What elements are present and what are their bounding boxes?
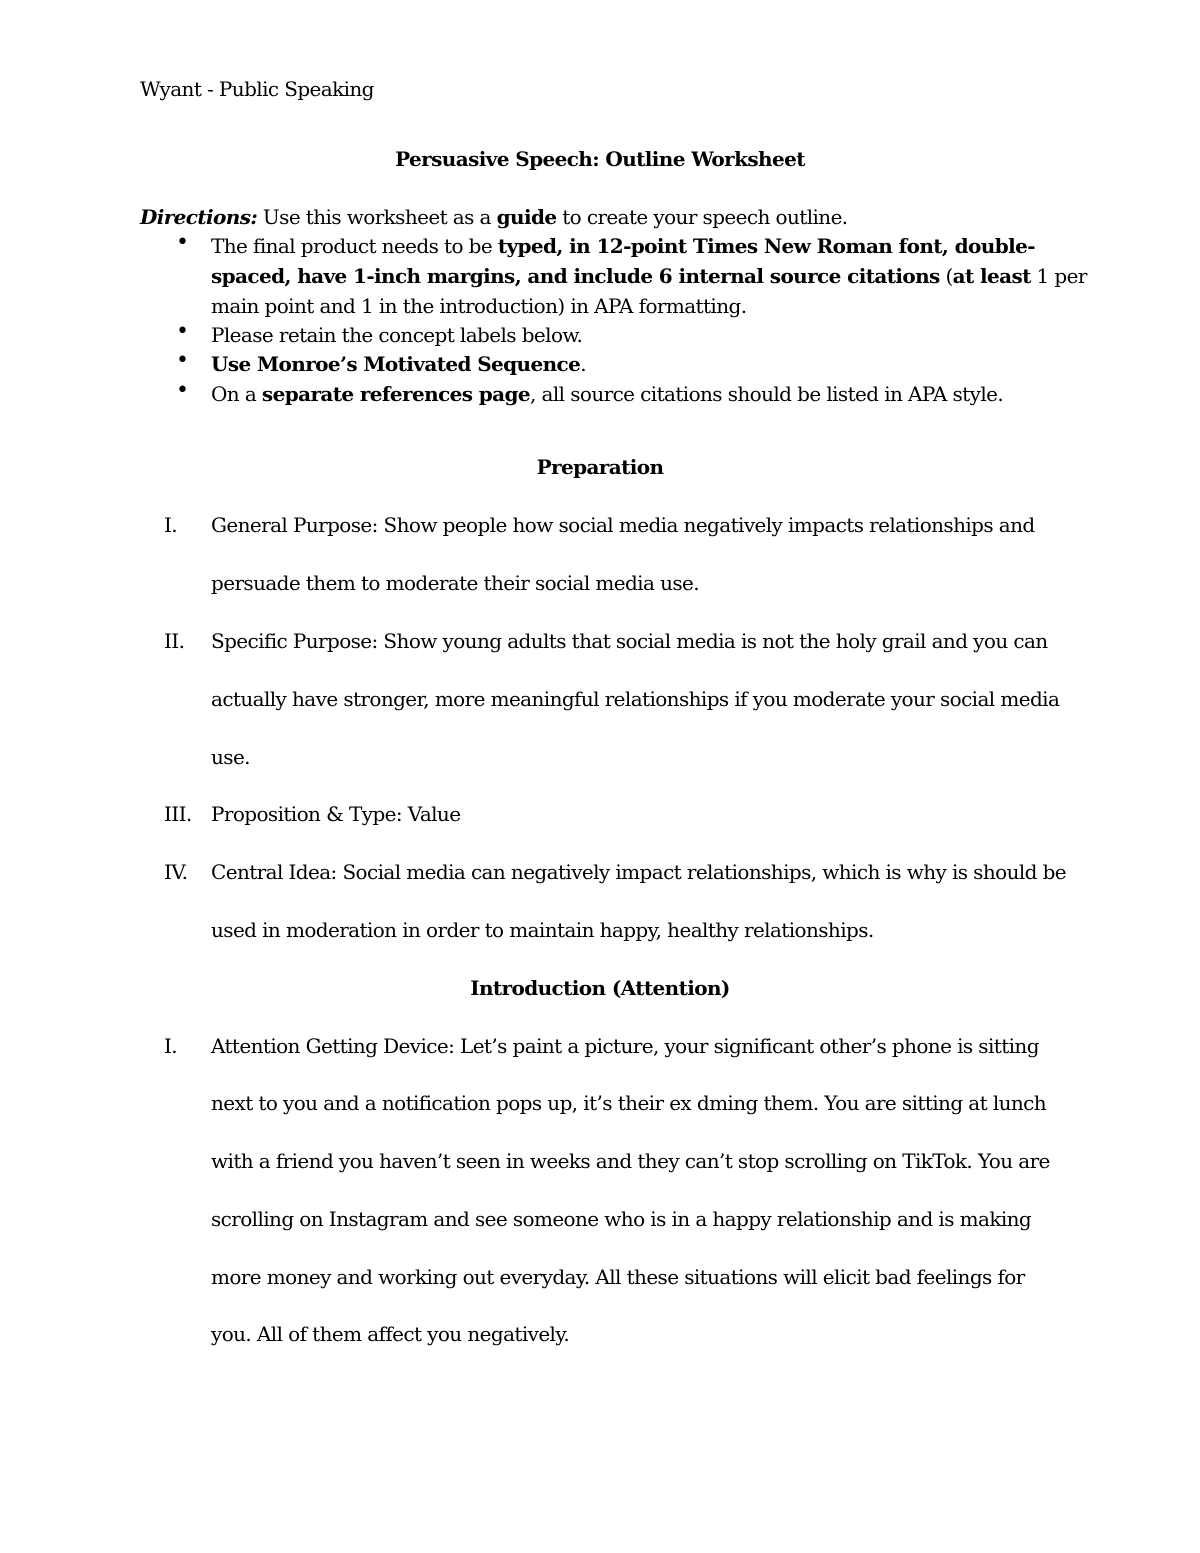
- bullet-1-at-least: at least: [952, 264, 1031, 288]
- outline-number: III.: [164, 802, 192, 826]
- directions-text-2: to create your speech outline.: [556, 205, 848, 229]
- bullet-2: Please retain the concept labels below.: [211, 323, 583, 347]
- section-heading-introduction: Introduction (Attention): [470, 976, 730, 1000]
- outline-line: General Purpose: Show people how social media negatively impacts relationships and: [211, 513, 1035, 537]
- directions-label: Directions:: [140, 205, 258, 229]
- bullet-4-text: On a: [211, 382, 262, 406]
- bullet-1-line-2: [211, 261, 1087, 291]
- bullet-1-bold-2: spaced, have 1-inch margins, and include 6 internal source citations: [211, 264, 940, 288]
- bullet-4-bold: separate references page: [261, 382, 531, 406]
- outline-line: scrolling on Instagram and see someone who is in a happy relationship and is making: [211, 1207, 1032, 1231]
- bullet-3-bold: Use Monroe’s Motivated Sequence: [211, 352, 581, 376]
- page-header: Wyant - Public Speaking: [140, 77, 374, 101]
- directions-guide: guide: [496, 205, 557, 229]
- bullet-1-paren: (: [939, 264, 953, 288]
- outline-line: next to you and a notification pops up, it’s their ex dming them. You are sitting at lunch: [211, 1091, 1047, 1115]
- outline-line: Central Idea: Social media can negatively impact relationships, which is why is should be: [211, 860, 1067, 884]
- outline-line: persuade them to moderate their social media use.: [211, 571, 700, 595]
- outline-number: II.: [164, 629, 185, 653]
- bullet-icon: [176, 360, 184, 368]
- bullet-1-text: The final product needs to be: [211, 234, 498, 258]
- outline-number: I.: [164, 1034, 178, 1058]
- outline-number: I.: [164, 513, 178, 537]
- directions-line: [140, 202, 848, 232]
- bullet-icon: [176, 390, 184, 398]
- bullet-4-text-2: , all source citations should be listed in APA style.: [530, 382, 1004, 406]
- bullet-3: [211, 349, 586, 379]
- outline-line: Proposition & Type: Value: [211, 802, 461, 826]
- outline-line: use.: [211, 745, 250, 769]
- outline-line: actually have stronger, more meaningful relationships if you moderate your social media: [211, 687, 1060, 711]
- bullet-1-bold: typed, in 12-point Times New Roman font, double-: [497, 234, 1035, 258]
- bullet-3-period: .: [580, 352, 587, 376]
- bullet-1-per: 1 per: [1030, 264, 1087, 288]
- outline-line: Attention Getting Device: Let’s paint a picture, your significant other’s phone is sitting: [211, 1034, 1039, 1058]
- bullet-1-line-1: [211, 231, 1035, 261]
- outline-number: IV.: [164, 860, 188, 884]
- bullet-4: [211, 379, 1003, 409]
- outline-line: Specific Purpose: Show young adults that social media is not the holy grail and you can: [211, 629, 1048, 653]
- bullet-1-line-3: main point and 1 in the introduction) in APA formatting.: [211, 294, 747, 318]
- outline-line: with a friend you haven’t seen in weeks and they can’t stop scrolling on TikTok. You are: [211, 1149, 1050, 1173]
- outline-line: more money and working out everyday. All these situations will elicit bad feelings for: [211, 1265, 1025, 1289]
- section-heading-preparation: Preparation: [536, 455, 664, 479]
- directions-text-1: Use this worksheet as a: [257, 205, 497, 229]
- outline-line: you. All of them affect you negatively.: [211, 1322, 570, 1346]
- outline-line: used in moderation in order to maintain happy, healthy relationships.: [211, 918, 874, 942]
- bullet-icon: [176, 242, 184, 250]
- bullet-icon: [176, 331, 184, 339]
- page-title: Persuasive Speech: Outline Worksheet: [395, 147, 805, 171]
